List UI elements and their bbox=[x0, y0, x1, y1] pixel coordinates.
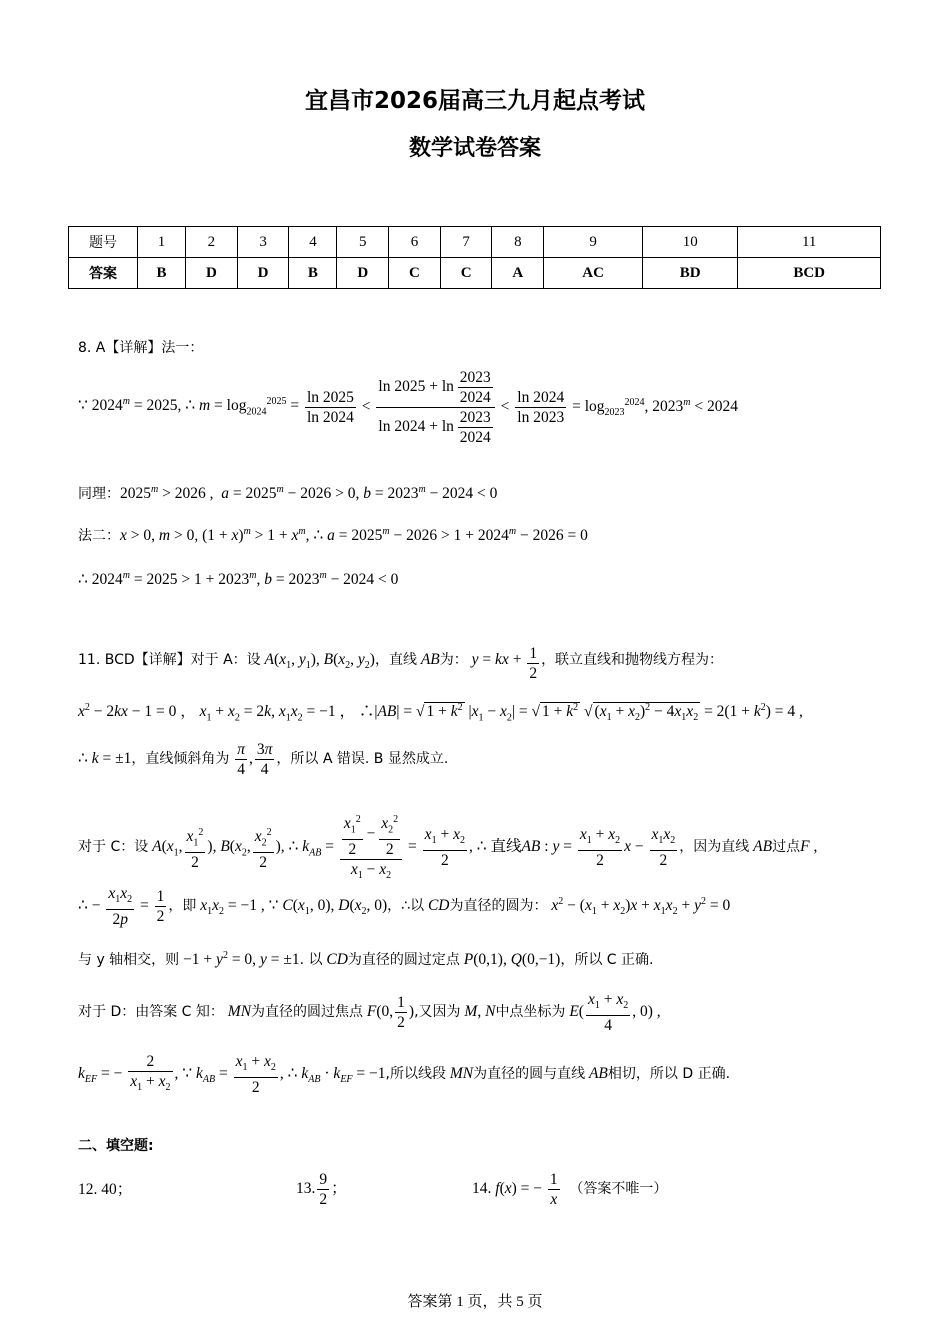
table-cell: 8 bbox=[492, 227, 544, 258]
q11-line-2: $x^2 - 2kx - 1 = 0$ ， $x_1 + x_2 = 2k$, $x_1x_2 = -1$ ， ∴|AB| = √ $1 + k^2$ $|x_1 - x_2|$ = √ $1 + k^2$ √ $(x_1 + x_2)^2 - 4x_1x_2 = 2(1 + k^2) = 4$ , bbox=[78, 702, 803, 724]
q8-tongli: 同理：$2025^m > 2026$ , $a = 2025^m - 2026 > 0$, $b = 2023^m - 2024 < 0$ bbox=[78, 484, 498, 503]
q11-text: 相切，所以 D 正确. bbox=[607, 1066, 731, 1083]
fill-q14-prefix: 14. bbox=[472, 1180, 492, 1198]
table-cell: BD bbox=[643, 258, 738, 289]
table-cell: D bbox=[337, 258, 389, 289]
table-cell: D bbox=[186, 258, 238, 289]
fill-heading: 二、填空题: bbox=[78, 1138, 154, 1154]
table-cell: AC bbox=[544, 258, 643, 289]
table-cell: 5 bbox=[337, 227, 389, 258]
table-cell: 7 bbox=[440, 227, 492, 258]
q11-line-7: 对于 D：由答案 C 知： MN为直径的圆过焦点 F(0, $\frac{1}{2}$ ),又因为 M, N中点坐标为 E( $\frac{x_1 + x_2}{4}$ , 0) , bbox=[78, 991, 661, 1035]
table-cell: 2 bbox=[186, 227, 238, 258]
fill-q13: 13. $\frac{9}{2}$ ； bbox=[296, 1171, 347, 1208]
q11-text: ,所以线段 bbox=[385, 1066, 446, 1083]
table-cell: C bbox=[389, 258, 441, 289]
q11-line-3: ∴ k = ±1，直线倾斜角为 $\frac{\pi}{4}$ , $\frac{3\pi}{4}$ ，所以 A 错误. B 显然成立. bbox=[78, 741, 449, 778]
fill-q13-prefix: 13. bbox=[296, 1180, 316, 1198]
table-label-number: 题号 bbox=[69, 227, 138, 258]
q8-fa2: 法二：x > 0, m > 0, $(1 + x)^m > 1 + x^m$, ∴ $a = 2025^m - 2026 > 1 + 2024^m - 2026 = 0$ bbox=[78, 526, 588, 545]
table-cell: C bbox=[440, 258, 492, 289]
q11-text: 为直径的圆过定点 bbox=[347, 952, 460, 969]
q11-text: . 以 bbox=[299, 952, 323, 969]
q11-line-5: ∴ − $\frac{x_1x_2}{2p}$ = $\frac{1}{2}$ ，即 $x_1x_2 = -1$ , ∵ $C(x_1$, 0), $D(x_2$, 0)，∴以 CD为直径的圆为： $x^2 - (x_1 + x_2)x + x_1x_2 + y^2 = 0$ bbox=[78, 885, 731, 929]
page-title: 宜昌市2026届高三九月起点考试 bbox=[304, 88, 645, 114]
q8-tongli-label: 同理： bbox=[78, 486, 120, 503]
table-cell: B bbox=[289, 258, 337, 289]
q11-text: 与 y 轴相交，则 bbox=[78, 952, 180, 969]
table-cell: B bbox=[138, 258, 186, 289]
table-cell: 4 bbox=[289, 227, 337, 258]
q11-text: ,又因为 bbox=[414, 1004, 461, 1021]
table-cell: 10 bbox=[643, 227, 738, 258]
table-cell: A bbox=[492, 258, 544, 289]
table-row-numbers bbox=[69, 227, 881, 258]
q8-fa2-cont: ∴ $2024^m = 2025 > 1 + 2023^m$, $b = 2023^m - 2024 < 0$ bbox=[78, 570, 399, 589]
page-footer: 答案第 1 页，共 5 页 bbox=[407, 1294, 543, 1310]
q11-line-4: 对于 C：设 $A(x_1$, $\frac{x_1^2}{2}$ ), $B(x_2$, $\frac{x_2^2}{2}$ ), ∴ $k_{AB}$ = $\frac{x_1^2}{2}$ − $\frac{x_2^2}{2}$ $x_1 - x_2$ = $\frac{x_1 + x_2}{2}$ , ∴ 直线AB : y = $\frac{x_1 + x_2}{2}$ x − $\frac{x_1x_2}{2}$ ，因为直线 AB过点F , bbox=[78, 810, 817, 885]
q8-formula-1: ∵ $2024^m = 2025$, ∴ $m = \log_{2024}^{2025}$ = $\frac{\ln 2025}{\ln 2024}$ < ln 2025 + ln $\frac{2023}{2024}$ ln 2024 + ln $\frac{2023}{2024}$ < $\frac{\ln 2024}{\ln 2023}$ = $\log_{2023}^{2024}$, $2023^m < 2024$ bbox=[78, 369, 739, 446]
q11-text: 为直径的圆为： bbox=[449, 898, 548, 915]
q11-text: 对于 D：由答案 C 知： bbox=[78, 1004, 224, 1021]
table-cell: BCD bbox=[738, 258, 881, 289]
table-label-answer: 答案 bbox=[69, 258, 138, 289]
q11-text: ，所以 A 错误. B 显然成立. bbox=[276, 751, 449, 768]
q11-line-8: $k_{EF}$ = − $\frac{2}{x_1 + x_2}$ , ∵ $k_{AB}$ = $\frac{x_1 + x_2}{2}$ , ∴ $k_{AB} \cdot k_{EF} = -1$,所以线段 MN为直径的圆与直线 AB相切，所以 D 正确. bbox=[78, 1053, 731, 1097]
fill-q14: 14. f(x) = − $\frac{1}{x}$ （答案不唯一） bbox=[472, 1171, 668, 1208]
table-cell: 9 bbox=[544, 227, 643, 258]
q11-text: ，因为直线 bbox=[679, 839, 750, 856]
q11-text: ，所以 C 正确. bbox=[560, 952, 654, 969]
q11-text: 过点 bbox=[772, 839, 801, 856]
table-cell: D bbox=[237, 258, 289, 289]
table-cell: 1 bbox=[138, 227, 186, 258]
table-cell: 11 bbox=[738, 227, 881, 258]
q11-text: 为直径的圆与直线 bbox=[473, 1066, 586, 1083]
q11-text: ，直线 bbox=[374, 652, 417, 668]
fill-q12: 12. 40； bbox=[78, 1181, 133, 1198]
q11-text: 为： bbox=[439, 652, 468, 668]
q11-line-1: 11. BCD【详解】对于 A：设 $A(x_1$, $y_1$), $B(x_2$, $y_2$)，直线 AB为： y = kx + $\frac{1}{2}$ ，联立直线和抛物线方程为： bbox=[78, 645, 724, 682]
table-cell: 3 bbox=[237, 227, 289, 258]
q11-text: ，即 bbox=[168, 898, 197, 915]
q11-text: 为直径的圆过焦点 bbox=[251, 1004, 364, 1021]
q8-heading: 8. A【详解】法一： bbox=[78, 340, 204, 356]
q11-text: ，联立直线和抛物线方程为： bbox=[541, 652, 724, 668]
fill-q14-note: （答案不唯一） bbox=[569, 1181, 668, 1198]
table-cell: 6 bbox=[389, 227, 441, 258]
q8-fa2-label: 法二： bbox=[78, 528, 120, 545]
q11-line-6: 与 y 轴相交，则 $-1 + y^2 = 0$, y = ±1. 以 CD为直径的圆过定点 P(0,1), Q(0,−1)，所以 C 正确. bbox=[78, 950, 654, 969]
q11-text: ，∴以 bbox=[387, 898, 425, 915]
page-subtitle: 数学试卷答案 bbox=[408, 136, 541, 161]
table-row-answers bbox=[69, 258, 881, 289]
answer-table bbox=[68, 226, 881, 289]
q11-text: 中点坐标为 bbox=[495, 1004, 566, 1021]
q11-heading: 11. BCD【详解】对于 A：设 bbox=[78, 652, 261, 668]
q11-text: ，直线倾斜角为 bbox=[131, 751, 230, 768]
q11-text: 对于 C：设 bbox=[78, 839, 149, 856]
